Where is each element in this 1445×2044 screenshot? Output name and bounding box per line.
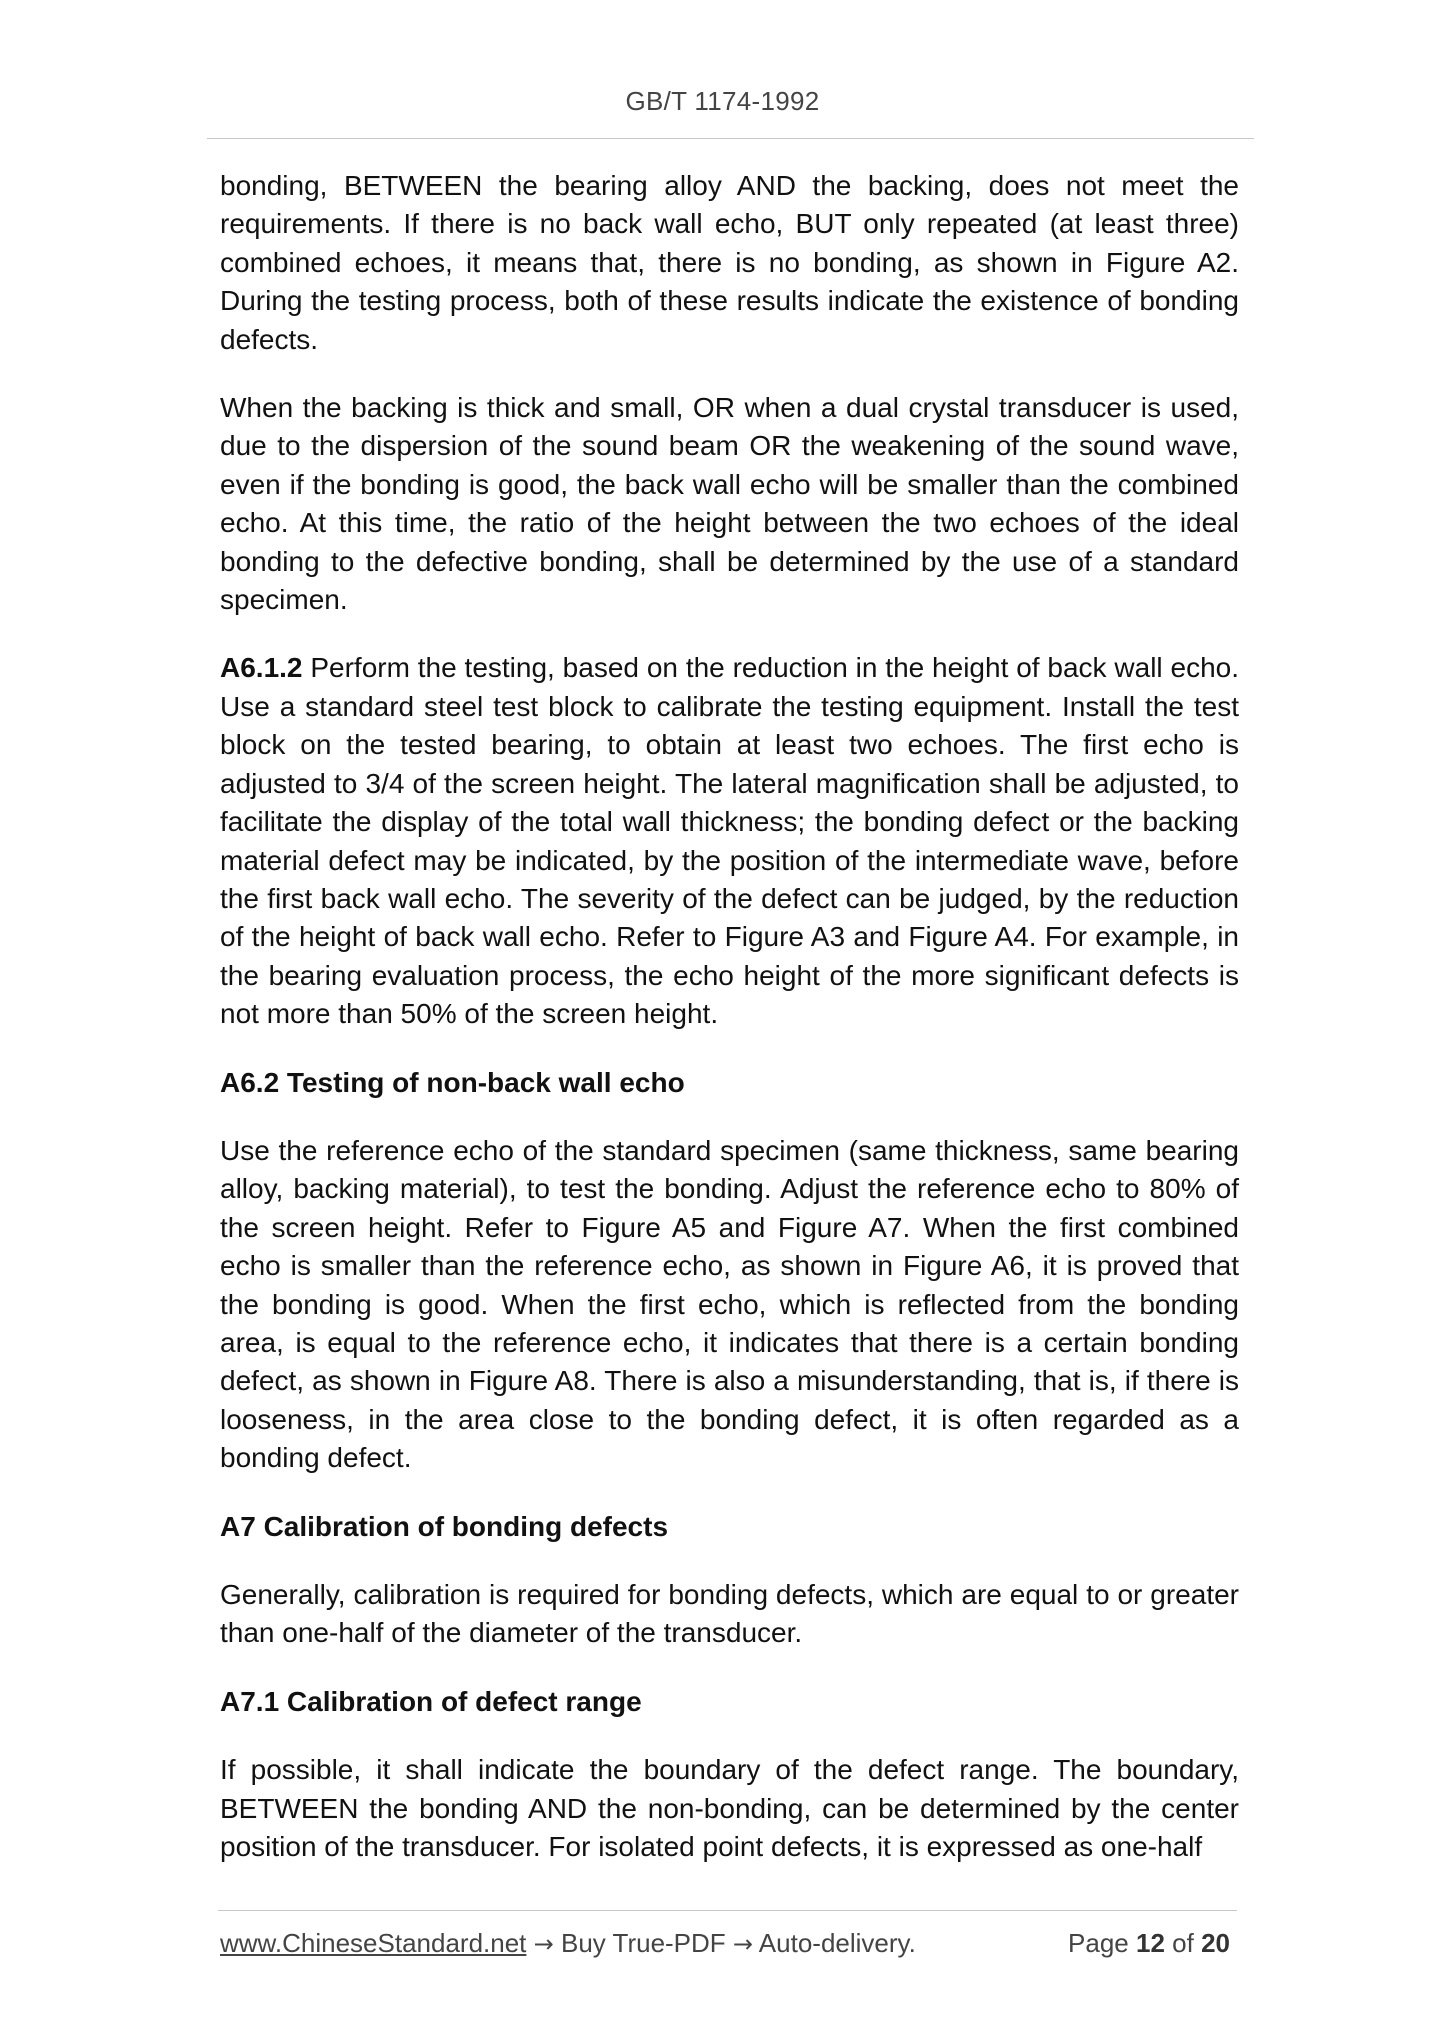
website-link[interactable]: www.ChineseStandard.net	[220, 1928, 527, 1958]
paragraph-defect-range: If possible, it shall indicate the boundary of the defect range. The boundary, BETWEEN the bonding AND the non-bonding, can be determined by the center position of the transducer. For isolated point defects, it is expressed as one-half	[220, 1754, 1239, 1863]
clause-text: Perform the testing, based on the reduction in the height of back wall echo. Use a standard steel test block to calibrate the testing equipment. Install the test block on the tested bearing, to obtain at least two echoes. The first echo is adjusted to 3/4 of the screen height. The lateral magnification shall be adjusted, to facilitate the display of the total wall thickness; the bonding defect or the backing material defect may be indicated, by the position of the intermediate wave, before the first back wall echo. The severity of the defect can be judged, by the reduction of the height of back wall echo. Refer to Figure A3 and Figure A4. For example, in the bearing evaluation process, the echo height of the more significant defects is not more than 50% of the screen height.	[220, 652, 1239, 1030]
page-number	[1068, 1928, 1230, 1959]
delivery-text: Auto-delivery.	[753, 1928, 916, 1958]
footer-divider	[218, 1910, 1237, 1911]
arrow-right-icon: →	[533, 1930, 554, 1958]
heading-a71: A7.1 Calibration of defect range	[220, 1685, 642, 1717]
paragraph-calibration-general: Generally, calibration is required for bonding defects, which are equal to or greater than one-half of the diameter of the transducer.	[220, 1579, 1239, 1649]
page-label: Page	[1068, 1928, 1129, 1958]
total-pages: 20	[1201, 1928, 1230, 1958]
paragraph-bonding-requirements: bonding, BETWEEN the bearing alloy AND the backing, does not meet the requirements. If there is no back wall echo, BUT only repeated (at least three) combined echoes, it means that, there is no bonding, as shown in Figure A2. During the testing process, both of these results indicate the existence of bonding defects.	[220, 170, 1239, 355]
heading-a7: A7 Calibration of bonding defects	[220, 1510, 669, 1542]
paragraph-thick-backing: When the backing is thick and small, OR when a dual crystal transducer is used, due to the dispersion of the sound beam OR the weakening of the sound wave, even if the bonding is good, the back wall echo will be smaller than the combined echo. At this time, the ratio of the height between the two echoes of the ideal bonding to the defective bonding, shall be determined by the use of a standard specimen.	[220, 392, 1239, 616]
arrow-right-icon: →	[732, 1930, 754, 1958]
paragraph-a612	[220, 649, 1239, 1033]
of-label: of	[1172, 1928, 1194, 1958]
buy-text: Buy True-PDF	[553, 1928, 733, 1958]
footer-promo	[220, 1928, 916, 1959]
document-body	[220, 167, 1239, 1896]
heading-a62: A6.2 Testing of non-back wall echo	[220, 1066, 685, 1098]
running-header: GB/T 1174-1992	[625, 86, 820, 116]
header-divider	[207, 138, 1254, 139]
clause-number: A6.1.2	[220, 652, 303, 684]
paragraph-non-back-wall: Use the reference echo of the standard specimen (same thickness, same bearing alloy, backing material), to test the bonding. Adjust the reference echo to 80% of the screen height. Refer to Figure A5 and Figure A7. When the first combined echo is smaller than the reference echo, as shown in Figure A6, it is proved that the bonding is good. When the first echo, which is reflected from the bonding area, is equal to the reference echo, it indicates that there is a certain bonding defect, as shown in Figure A8. There is also a misunderstanding, that is, if there is looseness, in the area close to the bonding defect, it is often regarded as a bonding defect.	[220, 1134, 1239, 1474]
current-page: 12	[1136, 1928, 1165, 1958]
